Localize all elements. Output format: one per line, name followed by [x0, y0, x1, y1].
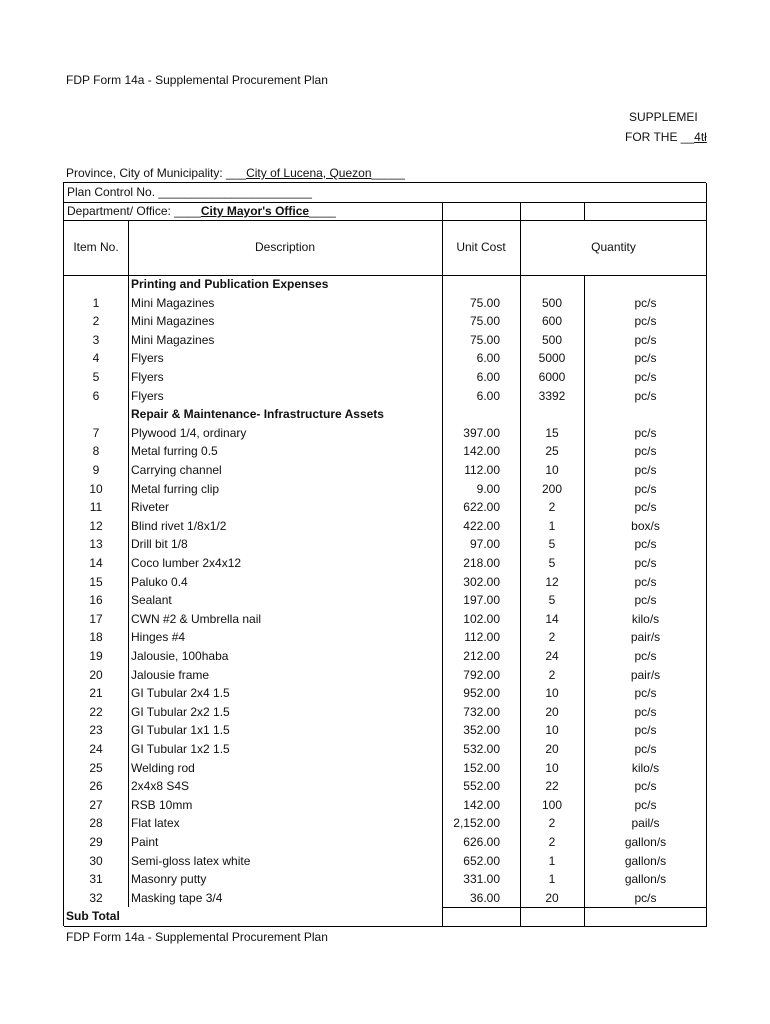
item-unit-cost: 397.00 — [463, 425, 500, 440]
grid-line — [128, 220, 129, 907]
item-no: 28 — [89, 816, 103, 831]
item-unit: pc/s — [634, 704, 657, 719]
item-unit: pc/s — [634, 351, 657, 366]
item-unit: pc/s — [634, 444, 657, 459]
item-quantity: 1 — [548, 872, 556, 887]
item-unit-cost: 197.00 — [463, 593, 500, 608]
item-description: 2x4x8 S4S — [131, 779, 190, 794]
item-unit: gallon/s — [624, 835, 667, 849]
item-quantity: 2 — [548, 630, 556, 645]
item-unit-cost: 142.00 — [463, 444, 500, 459]
item-no: 11 — [89, 500, 103, 515]
item-unit-cost: 75.00 — [469, 332, 500, 347]
item-description: Plywood 1/4, ordinary — [131, 425, 247, 440]
item-description: GI Tubular 2x2 1.5 — [131, 704, 230, 719]
item-no: 27 — [89, 797, 103, 812]
item-description: Flyers — [131, 388, 164, 403]
item-no: 13 — [89, 537, 103, 552]
item-no: 10 — [89, 481, 103, 496]
item-unit-cost: 212.00 — [463, 649, 500, 663]
item-description: Flyers — [131, 370, 164, 384]
item-quantity: 2 — [548, 816, 556, 831]
item-unit: pc/s — [634, 370, 657, 384]
department-line — [67, 202, 437, 220]
item-no: 5 — [92, 370, 100, 384]
item-description: Semi-gloss latex white — [131, 853, 251, 868]
item-unit-cost: 552.00 — [463, 779, 500, 794]
item-unit-cost: 152.00 — [463, 760, 500, 775]
item-description: Flat latex — [131, 816, 180, 831]
grid-line — [706, 183, 707, 926]
item-quantity: 10 — [545, 723, 559, 738]
item-unit-cost: 218.00 — [463, 556, 500, 570]
item-no: 2 — [92, 314, 100, 329]
item-unit: pc/s — [634, 574, 657, 589]
item-description: Mini Magazines — [131, 295, 215, 310]
item-unit: pc/s — [634, 332, 657, 347]
grid-line — [442, 907, 707, 908]
item-quantity: 2 — [548, 835, 556, 849]
grid-line — [64, 926, 707, 927]
item-no: 22 — [89, 704, 103, 719]
item-unit: gallon/s — [624, 872, 667, 887]
item-no: 25 — [89, 760, 103, 775]
item-quantity: 20 — [545, 704, 559, 719]
item-no: 29 — [89, 835, 103, 849]
col-header-quantity: Quantity — [591, 240, 636, 254]
province-label: Province, City of Municipality: ___ — [66, 166, 247, 180]
form-title-top: FDP Form 14a - Supplemental Procurement Plan — [66, 73, 328, 87]
item-unit: pc/s — [634, 295, 657, 310]
item-unit-cost: 6.00 — [476, 370, 500, 384]
item-unit: pc/s — [634, 890, 657, 905]
item-unit-cost: 952.00 — [463, 686, 500, 701]
item-no: 12 — [89, 518, 103, 533]
grid-line — [584, 202, 585, 220]
province-line — [66, 166, 405, 180]
col-header-unit-cost: Unit Cost — [456, 240, 506, 254]
item-description: Mini Magazines — [131, 314, 215, 329]
grid-line — [584, 275, 585, 926]
item-unit-cost: 331.00 — [463, 872, 500, 887]
item-unit-cost: 6.00 — [476, 388, 500, 403]
plan-heading-line1: SUPPLEMEI — [629, 110, 698, 124]
item-description: Flyers — [131, 351, 164, 366]
item-unit-cost: 6.00 — [476, 351, 500, 366]
col-header-item-no: Item No. — [73, 240, 119, 254]
section-header: Printing and Publication Expenses — [131, 277, 329, 291]
item-description: Sealant — [131, 593, 172, 608]
item-no: 3 — [92, 332, 100, 347]
item-unit: pc/s — [634, 556, 657, 570]
item-no: 6 — [92, 388, 100, 403]
item-unit-cost: 9.00 — [476, 481, 500, 496]
item-no: 14 — [89, 556, 103, 570]
grid-line — [520, 202, 521, 926]
section-header: Repair & Maintenance- Infrastructure Assets — [131, 407, 384, 422]
item-unit: pc/s — [634, 537, 657, 552]
procurement-table — [63, 182, 706, 926]
item-quantity: 10 — [545, 760, 559, 775]
item-quantity: 5 — [548, 537, 556, 552]
item-unit: pc/s — [634, 686, 657, 701]
item-description: Coco lumber 2x4x12 — [131, 556, 242, 570]
heading-prefix: FOR THE __ — [625, 130, 695, 144]
item-quantity: 24 — [545, 649, 559, 663]
item-description: Paluko 0.4 — [131, 574, 188, 589]
item-no: 7 — [92, 425, 100, 440]
item-unit: pc/s — [634, 500, 657, 515]
item-quantity: 2 — [548, 500, 556, 515]
item-unit: kilo/s — [631, 611, 660, 626]
item-no: 26 — [89, 779, 103, 794]
item-unit-cost: 302.00 — [463, 574, 500, 589]
item-unit-cost: 75.00 — [469, 295, 500, 310]
item-no: 23 — [89, 723, 103, 738]
item-no: 20 — [89, 667, 103, 682]
item-unit: pail/s — [631, 816, 660, 831]
department-label: Department/ Office: ____ — [67, 204, 201, 218]
item-unit-cost: 626.00 — [463, 835, 500, 849]
item-quantity: 1 — [548, 853, 556, 868]
item-no: 30 — [89, 853, 103, 868]
item-unit: pc/s — [634, 481, 657, 496]
item-description: Jalousie frame — [131, 667, 210, 682]
col-header-description: Description — [254, 240, 316, 254]
item-description: RSB 10mm — [131, 797, 193, 812]
item-unit: gallon/s — [624, 853, 667, 868]
item-quantity: 15 — [545, 425, 559, 440]
item-quantity: 100 — [541, 797, 563, 812]
item-description: CWN #2 & Umbrella nail — [131, 611, 262, 626]
item-no: 15 — [89, 574, 103, 589]
item-unit: kilo/s — [631, 760, 660, 775]
item-quantity: 500 — [541, 295, 563, 310]
item-no: 32 — [89, 890, 103, 905]
item-quantity: 200 — [541, 481, 563, 496]
item-unit-cost: 732.00 — [463, 704, 500, 719]
item-unit: box/s — [631, 518, 660, 533]
item-description: GI Tubular 1x1 1.5 — [131, 723, 230, 738]
item-unit-cost: 422.00 — [463, 518, 500, 533]
item-no: 18 — [89, 630, 103, 645]
item-description: GI Tubular 2x4 1.5 — [131, 686, 230, 701]
item-no: 4 — [92, 351, 100, 366]
department-trail: ____ — [309, 204, 336, 218]
item-description: Jalousie, 100haba — [131, 649, 229, 663]
item-description: Riveter — [131, 500, 170, 515]
item-no: 17 — [89, 611, 103, 626]
item-no: 1 — [92, 295, 100, 310]
item-description: GI Tubular 1x2 1.5 — [131, 742, 230, 756]
item-no: 8 — [92, 444, 100, 459]
item-unit-cost: 142.00 — [463, 797, 500, 812]
item-unit-cost: 622.00 — [463, 500, 500, 515]
item-description: Blind rivet 1/8x1/2 — [131, 518, 227, 533]
item-unit: pc/s — [634, 593, 657, 608]
item-no: 9 — [92, 463, 100, 477]
item-unit-cost: 75.00 — [469, 314, 500, 329]
item-unit: pair/s — [630, 667, 661, 682]
item-quantity: 1 — [548, 518, 556, 533]
item-unit-cost: 97.00 — [469, 537, 500, 552]
item-unit-cost: 532.00 — [463, 742, 500, 756]
item-description: Carrying channel — [131, 463, 222, 477]
item-no: 24 — [89, 742, 103, 756]
item-unit: pc/s — [634, 425, 657, 440]
item-quantity: 500 — [541, 332, 563, 347]
item-unit-cost: 112.00 — [464, 630, 500, 645]
item-quantity: 3392 — [538, 388, 566, 403]
item-quantity: 10 — [545, 463, 559, 477]
item-description: Metal furring clip — [131, 481, 220, 496]
grid-line — [442, 202, 443, 926]
province-value: City of Lucena, Quezon — [246, 166, 372, 180]
form-title-bottom: FDP Form 14a - Supplemental Procurement Plan — [66, 930, 328, 944]
item-quantity: 14 — [545, 611, 559, 626]
item-unit-cost: 112.00 — [464, 463, 500, 477]
heading-quarter: 4tł — [694, 130, 707, 144]
item-unit: pc/s — [634, 314, 657, 329]
plan-heading-line2 — [625, 130, 707, 144]
item-unit-cost: 652.00 — [463, 853, 500, 868]
item-unit-cost: 352.00 — [463, 723, 500, 738]
item-quantity: 2 — [548, 667, 556, 682]
item-quantity: 10 — [545, 686, 559, 701]
item-quantity: 22 — [545, 779, 559, 794]
item-unit-cost: 102.00 — [463, 611, 500, 626]
item-description: Welding rod — [131, 760, 195, 775]
item-no: 16 — [89, 593, 103, 608]
item-unit: pc/s — [634, 723, 657, 738]
item-unit-cost: 36.00 — [469, 890, 500, 905]
department-value: City Mayor's Office — [200, 204, 310, 218]
item-description: Masonry putty — [131, 872, 207, 887]
item-description: Metal furring 0.5 — [131, 444, 218, 459]
plan-control-no: Plan Control No. _______________________ — [67, 185, 312, 199]
item-unit: pc/s — [634, 649, 657, 663]
item-no: 19 — [89, 649, 103, 663]
item-quantity: 20 — [545, 742, 559, 756]
subtotal-label: Sub Total — [66, 909, 120, 924]
province-trail: _____ — [371, 166, 405, 180]
item-quantity: 5 — [548, 593, 556, 608]
item-unit: pc/s — [634, 742, 657, 756]
item-no: 21 — [89, 686, 103, 701]
item-quantity: 600 — [541, 314, 563, 329]
item-description: Hinges #4 — [131, 630, 186, 645]
item-quantity: 5 — [548, 556, 556, 570]
item-unit-cost: 2,152.00 — [453, 816, 500, 831]
item-description: Paint — [131, 835, 159, 849]
item-unit: pc/s — [634, 779, 657, 794]
item-unit: pc/s — [634, 797, 657, 812]
item-quantity: 20 — [545, 890, 559, 905]
item-quantity: 6000 — [538, 370, 566, 384]
item-quantity: 12 — [545, 574, 559, 589]
item-description: Drill bit 1/8 — [131, 537, 188, 552]
item-unit: pc/s — [634, 388, 657, 403]
item-quantity: 5000 — [538, 351, 566, 366]
item-no: 31 — [89, 872, 103, 887]
item-quantity: 25 — [545, 444, 559, 459]
item-unit: pair/s — [630, 630, 661, 645]
item-description: Mini Magazines — [131, 332, 215, 347]
item-description: Masking tape 3/4 — [131, 890, 223, 905]
item-unit-cost: 792.00 — [463, 667, 500, 682]
item-unit: pc/s — [634, 463, 657, 477]
